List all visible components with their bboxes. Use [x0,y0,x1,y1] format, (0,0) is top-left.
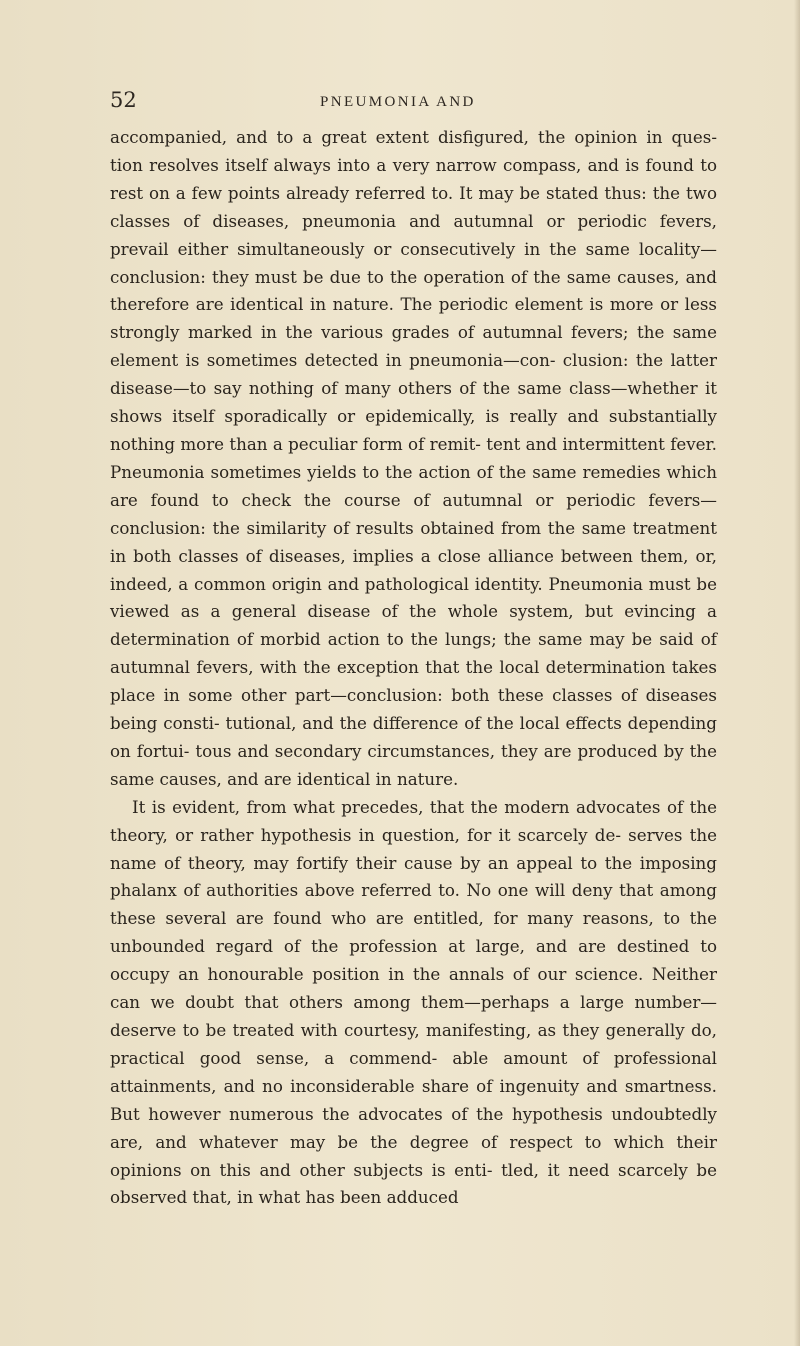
running-head: PNEUMONIA AND [320,94,476,110]
page-number: 52 [110,88,137,112]
body-text [110,124,717,1212]
paragraph-1: accompanied, and to a great extent disfigured, the opinion in ques- tion resolves itself always into a very narrow compass, and is found to rest on a few points already referred to. It may be stated thus: the two classes of diseases, pneumonia and autumnal or periodic fevers, prevail either simultaneously or consecutively in the same locality—conclusion: they must be due to the operation of the same causes, and therefore are identical in nature. The periodic element is more or less strongly marked in the various grades of autumnal fevers; the same element is sometimes detected in pneumonia—con- clusion: the latter disease—to say nothing of many others of the same class—whether it shows itself sporadically or epidemically, is really and substantially nothing more than a peculiar form of remit- tent and intermittent fever. Pneumonia sometimes yields to the action of the same remedies which are found to check the course of autumnal or periodic fevers—conclusion: the similarity of results obtained from the same treatment in both classes of diseases, implies a close alliance between them, or, indeed, a common origin and pathological identity. Pneumonia must be viewed as a general disease of the whole system, but evincing a determination of morbid action to the lungs; the same may be said of autumnal fevers, with the exception that the local determination takes place in some other part—conclusion: both these classes of diseases being consti- tutional, and the difference of the local effects depending on fortui- tous and secondary circumstances, they are produced by the same causes, and are identical in nature. [110,127,717,789]
paragraph-2: It is evident, from what precedes, that the modern advocates of the theory, or rather hypothesis in question, for it scarcely de- serves the name of theory, may fortify their cause by an appeal to the imposing phalanx of authorities above referred to. No one will deny that among these several are found who are entitled, for many reasons, to the unbounded regard of the profession at large, and are destined to occupy an honourable position in the annals of our science. Neither can we doubt that others among them—perhaps a large number—deserve to be treated with courtesy, manifesting, as they generally do, practical good sense, a commend- able amount of professional attainments, and no inconsiderable share of ingenuity and smartness. But however numerous the advocates of the hypothesis undoubtedly are, and whatever may be the degree of respect to which their opinions on this and other subjects is enti- tled, it need scarcely be observed that, in what has been adduced [110,796,717,1208]
page-edge-shadow [794,0,800,1346]
page-header [0,88,800,116]
